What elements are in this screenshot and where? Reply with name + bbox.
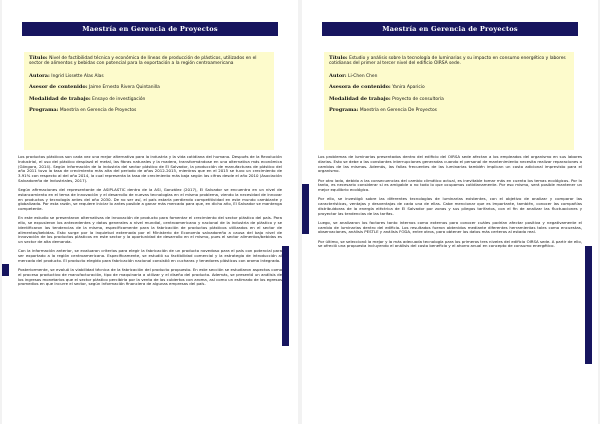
- modality-row: [329, 97, 569, 102]
- title-value: Estudio y análisis sobre la tecnología de luminarias y su impacto en consumo energético y labores cotidianas del primer al tercer nivel del edificio OIRSA sede.: [329, 56, 566, 67]
- author-label: Autora:: [29, 72, 50, 79]
- title-label: Título:: [29, 55, 48, 61]
- modality-value: Proyecto de consultoría: [392, 96, 444, 102]
- paragraph: En este estudio se presentaron alternativas de innovación de producto para fomentar el crecimiento del sector plástico del país. Para ello, se expusieron los antecedentes y datos generales a nivel mundial, centroamericano y nacional de la industria de plástico y se identificaron las tendencias de la misma, específicamente para la fabricación de productos plásticos utilizados en el sector de alimentos/bebidas. Esto surge por la inquietud externada por el Ministerio de Economía salvadoreño a causa del bajo nivel de innovación de los productos plásticos en este sector y la oportunidad de desarrollo en el mismo, pues el sector alimentos/bebidas es un sector de alta demanda.: [18, 215, 282, 244]
- page-right: [302, 0, 598, 424]
- title-row: [329, 56, 569, 67]
- body-text: [318, 155, 582, 249]
- program-label: Programa:: [329, 107, 359, 114]
- paragraph: Por otro lado, debido a las consecuencias del cambio climático actual, es inevitable tomar más en cuenta los temas ecológicos. Por lo tanto, es necesario considerar si es amigable o no todo lo que ocupamos cotidianamente. Por eso mismo, será posible mantener un mejor equilibrio ecológico.: [318, 177, 582, 192]
- author-value: Ingrid Lissette Alas Alas: [51, 73, 104, 79]
- paragraph: Según afirmaciones del representante de ASIPLASTIC dentro de la ASI, González (2017), El Salvador se encuentra en un nivel de estancamiento en el tema de innovación y el desarrollo de nuevas tecnologías en el mismo problema, viendo la necesidad de innovar en productos y tecnología antes del año 2030. De no ser así, el país estaría perdiendo competitividad en este mundo cambiante y globalizado. Por esta razón, se requiere iniciar lo antes posible a ganar más mercado para que, en dicho año, El Salvador se mantenga competente.: [18, 187, 282, 211]
- paragraph: Los problemas de luminarias presentados dentro del edificio del OIRSA sede afectan a los empleados del organismo en sus labores diarias. Esto se debe a las constantes interrupciones generadas cuando el personal de mantenimiento necesita realizar reparaciones o cambios de las mismas. Además, las fallas frecuentes de las luminarias también implican un costo adicional imprevisto para el organismo.: [318, 154, 582, 174]
- info-box: [24, 52, 274, 150]
- paragraph: Con la información anterior, se evaluaron criterios para elegir la fabricación de un producto novedoso para el país con potencial para ser exportado a la región centroamericana. Específicamente, se estudió su factibilidad comercial y la estrategia de introducción al mercado del producto. El producto elegido para fabricación nacional consistió en cucharas y tenedores plásticos con aroma integrado.: [18, 248, 282, 263]
- advisor-label: Asesor de contenido:: [29, 84, 88, 91]
- modality-row: [29, 97, 269, 102]
- advisor-value: Jaime Ernesto Rivera Quintanilla: [88, 85, 160, 91]
- author-row: [329, 74, 569, 79]
- title-row: [29, 56, 269, 67]
- program-row: [29, 108, 269, 113]
- accent-bar: [282, 246, 289, 346]
- author-row: [29, 74, 269, 79]
- accent-bar: [302, 184, 309, 234]
- advisor-row: [29, 85, 269, 90]
- accent-bar: [2, 264, 9, 276]
- title-value: Nivel de factibilidad técnica y económica de líneas de producción de plásticos, utilizados en el sector de alimentos y bebidas con potencial para la exportación a la región centroamericana: [29, 56, 257, 67]
- paragraph: Posteriormente, se evaluó la viabilidad técnica de la fabricación del producto propuesto. En este sección se estudiaron aspectos como el proceso productivo de manufacturación, tipo de maquinaria a utilizar y el diseño del producto. Además, se presentó un análisis de los ingresos monetarios que el sector plástico percibiría por la venta de los cubiertos con aroma, así como un estimado de los egresos promedios en que incurre el sector, según información financiera de algunas empresas del país.: [18, 267, 282, 287]
- modality-label: Modalidad de trabajo:: [29, 95, 91, 102]
- title-label: Título:: [329, 55, 348, 61]
- program-label: Programa:: [29, 107, 59, 114]
- advisor-label: Asesora de contenido:: [329, 84, 391, 91]
- paragraph: Los productos plásticos son cada vez una mejor alternativa para la industria y la vida cotidiana del humano. Después de la Revolución Industrial, el uso del plástico desplazó el metal, las fibras naturales y la madera, transformándose en una alternativa más económica (Góngora, 2014). Según información de la industria del sector plástico de El Salvador, la producción de manufacturas de plástico del año 2011 tuvo la tasa de crecimiento más alta del periodo de años 2012-2015, mientras que en el 2015 se tuvo un crecimiento de 3.91% con respecto al del año 2014, la cual representa la tasa de crecimiento más baja según las cifras desde el año 2010 (Asociación Salvadoreña de Industriales, 2017).: [18, 154, 282, 183]
- page-left: [2, 0, 298, 424]
- advisor-value: Yanira Aparicio: [392, 85, 425, 91]
- paragraph: Por ello, se investigó sobre las diferentes tecnologías de luminarias existentes, con el objetivo de analizar y comparar las características, ventajas y desventajas de cada una de ellas. Cabe mencionar que es importante, también, conocer las compañías distribuidoras de la energía eléctrica de El Salvador por zonas y sus pliegos tarifarios, con el fin de analizar las fluctuaciones y proyectar las tendencias de las tarifas.: [318, 196, 582, 216]
- body-text: [18, 155, 282, 287]
- advisor-row: [329, 85, 569, 90]
- info-box: [324, 52, 574, 150]
- modality-value: Ensayo de investigación: [92, 96, 146, 102]
- paragraph: Por último, se seleccionó la mejor y la más adecuada tecnología para los primeros tres niveles del edificio OIRSA sede. A partir de ello, se ofreció una propuesta incluyendo el análisis del costo beneficio y el ahorro anual en concepto de consumo energético.: [318, 238, 582, 249]
- author-label: Autor:: [329, 72, 347, 79]
- header-bar: Maestría en Gerencia de Proyectos: [22, 22, 278, 36]
- program-row: [329, 108, 569, 113]
- header-bar: Maestría en Gerencia de Proyectos: [322, 22, 578, 36]
- accent-bar: [585, 246, 592, 364]
- program-value: Maestría en Gerencia De Proyectos: [359, 108, 437, 114]
- program-value: Maestría en Gerencia de Proyectos: [59, 108, 137, 114]
- paragraph: Luego, se analizaron los factores tanto internos como externos para conocer cuáles podrían afectar positiva y negativamente el cambio de luminarias dentro del edificio. Los resultados fueron obtenidos mediante diferentes herramientas tales como encuestas, observaciones, análisis PESTLE y análisis FODA, entre otros, para obtener los datos más certeros al estado real.: [318, 219, 582, 235]
- author-value: Li-Chen Chen: [348, 73, 378, 79]
- modality-label: Modalidad de trabajo:: [329, 95, 391, 102]
